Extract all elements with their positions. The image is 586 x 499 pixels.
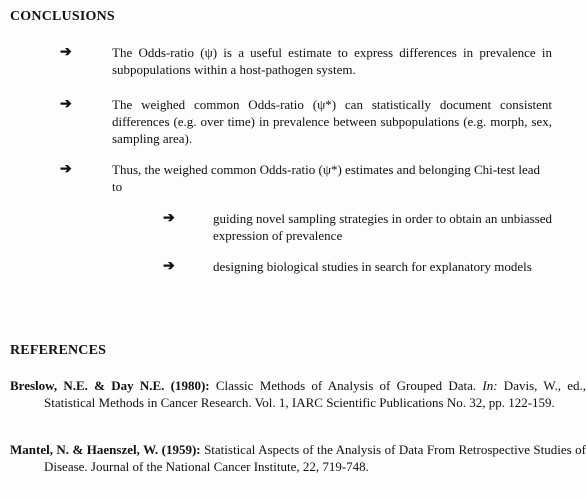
arrow-right-icon: ➔ (60, 45, 72, 60)
reference-entry (10, 377, 586, 411)
arrow-right-icon: ➔ (60, 162, 72, 177)
arrow-right-icon: ➔ (60, 97, 72, 112)
conclusion-item (60, 44, 552, 78)
reference-in-label: In: (482, 378, 498, 393)
arrow-right-icon: ➔ (163, 211, 175, 226)
reference-entry (10, 441, 586, 475)
conclusion-text: The weighed common Odds-ratio (ψ*) can statistically document consistent differences (e.g. over time) in prevalence between subpopulations (e.g. morph, sex, sampling area). (112, 97, 552, 146)
reference-text: Statistical Aspects of the Analysis of Data From Retrospective Studies of Disease. Journal of the National Cancer Institute, 22, 719-748. (44, 442, 586, 474)
reference-authors: Breslow, N.E. & Day N.E. (1980): (10, 378, 210, 393)
conclusion-text: The Odds-ratio (ψ) is a useful estimate to express differences in prevalence in subpopulations within a host-pathogen system. (112, 45, 552, 77)
reference-authors: Mantel, N. & Haenszel, W. (1959): (10, 442, 201, 457)
conclusion-item (60, 96, 552, 147)
arrow-right-icon: ➔ (163, 259, 175, 274)
conclusion-subitem (163, 210, 552, 244)
conclusion-subtext: designing biological studies in search for explanatory models (213, 259, 532, 274)
conclusion-subitem (163, 258, 563, 275)
references-heading: REFERENCES (10, 343, 107, 358)
conclusion-text: Thus, the weighed common Odds-ratio (ψ*) estimates and belonging Chi-test lead to (112, 162, 541, 194)
reference-text: Davis, W., ed., Statistical Methods in Cancer Research. Vol. 1, IARC Scientific Publications No. 32, pp. 122-159. (44, 378, 586, 410)
conclusions-heading: CONCLUSIONS (10, 9, 115, 24)
reference-text: Classic Methods of Analysis of Grouped Data. (209, 378, 483, 393)
conclusion-subtext: guiding novel sampling strategies in order to obtain an unbiassed expression of prevalence (213, 211, 552, 243)
conclusion-item (60, 161, 552, 195)
